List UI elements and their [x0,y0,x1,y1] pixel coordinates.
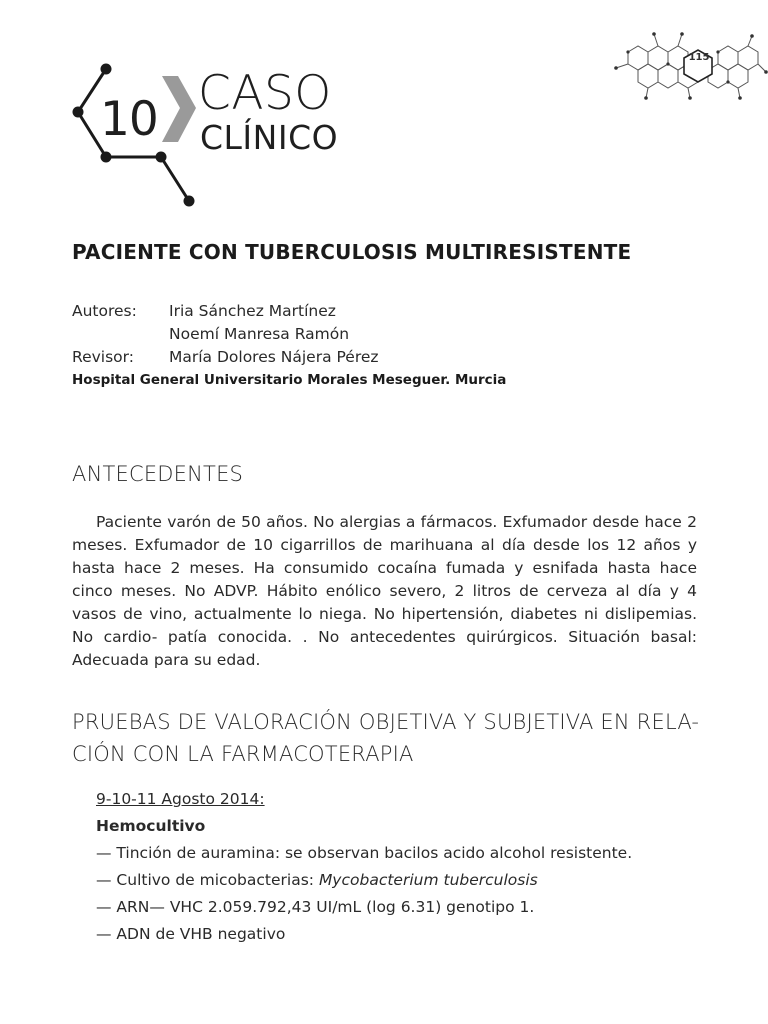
honeycomb-bond [616,64,628,68]
honeycomb-cell [658,64,678,88]
credits-block [72,300,379,369]
antecedentes-paragraph [72,511,697,672]
paragraph-line: Paciente varón de 50 años. No alergias a fármacos. Exfumador desde hace [96,513,682,531]
honeycomb-node [644,96,648,100]
honeycomb-node [666,62,669,65]
page-number: 115 [688,52,710,63]
honeycomb-cell [738,46,758,70]
page-honeycomb-pattern [608,28,768,103]
case-title: PACIENTE CON TUBERCULOSIS MULTIRESISTENTE [72,240,632,264]
paragraph-line: meses. No ADVP. Hábito enólico severo, 2 litros de cerveza al día y 4 vasos de [72,582,697,623]
reviewer-name: María Dolores Nájera Pérez [169,348,379,366]
honeycomb-bond [678,34,682,46]
reviewer-label: Revisor: [72,348,134,366]
result-item: — ARN— VHC 2.059.792,43 UI/mL (log 6.31) genotipo 1. [96,898,535,916]
authors-label-spacer [72,323,169,346]
logo-node [73,107,84,118]
pruebas-results [96,788,632,945]
honeycomb-bond [654,34,658,46]
honeycomb-node [626,50,629,53]
author-name: Noemí Manresa Ramón [169,325,350,343]
result-item: — ADN de VHB negativo [96,925,286,943]
test-date: 9-10-11 Agosto 2014: [96,790,265,808]
honeycomb-node [764,70,768,74]
honeycomb-node [738,96,742,100]
pruebas-heading [72,706,712,770]
honeycomb-cell [718,46,738,70]
honeycomb-node [652,32,656,36]
honeycomb-node [688,96,692,100]
chapter-number: 10 [100,92,158,147]
hospital-affiliation: Hospital General Universitario Morales Meseguer. Murcia [72,372,507,388]
honeycomb-cell [648,46,668,70]
paragraph-line: vino, actualmente lo niega. No hipertensión, diabetes ni dislipemias. No cardio- [72,605,697,646]
logo-node [101,64,112,75]
authors-row [72,323,379,346]
honeycomb-cell [638,64,658,88]
honeycomb-node [716,50,719,53]
honeycomb-cell [728,64,748,88]
paragraph-line: 2 meses. Exfumador de 10 cigarrillos de marihuana al día desde los 12 años y [72,513,697,554]
reviewer-row [72,346,379,369]
result-item-text: — Cultivo de micobacterias: [96,871,319,889]
clinico-title-word: CLÍNICO [200,118,339,157]
logo-node [101,152,112,163]
authors-label: Autores: [72,302,137,320]
logo-bond [161,157,189,201]
paragraph-line: hasta hace 2 meses. Ha consumido cocaína fumada y esnifada hasta hace cinco [72,559,697,600]
pruebas-heading-line: PRUEBAS DE VALORACIÓN OBJETIVA Y SUBJETIVA EN RELA- [72,710,700,734]
honeycomb-node [726,80,729,83]
logo-node [184,196,195,207]
author-name: Iria Sánchez Martínez [169,302,336,320]
honeycomb-node [614,66,618,70]
antecedentes-heading: ANTECEDENTES [72,462,244,486]
honeycomb-node [750,34,754,38]
result-item: — Tinción de auramina: se observan bacilos acido alcohol resistente. [96,844,633,862]
authors-row [72,300,379,323]
pruebas-heading-line: CIÓN CON LA FARMACOTERAPIA [72,742,414,766]
organism-name: Mycobacterium tuberculosis [318,871,538,889]
honeycomb-cell [628,46,648,70]
hemocultivo-heading: Hemocultivo [96,817,206,835]
result-item [96,869,632,891]
chevron-arrow-icon [162,76,196,142]
honeycomb-node [680,32,684,36]
paragraph-line: patía conocida. . No antecedentes quirúrgicos. Situación basal: Adecuada para [72,628,697,669]
logo-node [156,152,167,163]
caso-title-word: CASO [198,66,332,121]
paragraph-line: su edad. [193,651,261,669]
